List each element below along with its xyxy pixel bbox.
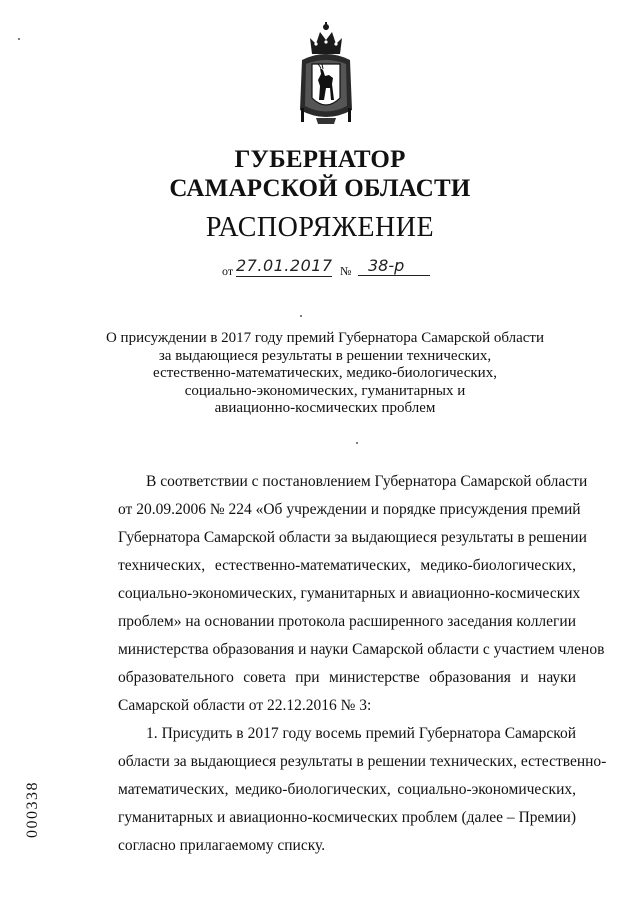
- header-region: САМАРСКОЙ ОБЛАСТИ: [169, 175, 471, 202]
- ot-label: от: [222, 264, 234, 278]
- coat-of-arms-emblem: [296, 20, 356, 132]
- header-governor: ГУБЕРНАТОР: [234, 146, 406, 173]
- body-line: математических, медико-биологических, социально-экономических,: [118, 781, 576, 798]
- document-date: 27.01.2017: [236, 256, 333, 275]
- date-number-line: [218, 255, 448, 283]
- body-line: 1. Присудить в 2017 году восемь премий Губернатора Самарской: [146, 725, 576, 742]
- document-type: РАСПОРЯЖЕНИЕ: [205, 212, 435, 243]
- title-line: О присуждении в 2017 году премий Губернатора Самарской области: [105, 330, 545, 346]
- number-sign: №: [340, 264, 352, 278]
- document-number: 38-р: [358, 256, 430, 276]
- scan-speck: [356, 442, 358, 444]
- body-line: Самарской области от 22.12.2016 № 3:: [118, 697, 372, 714]
- title-line: естественно-математических, медико-биологических,: [153, 365, 497, 381]
- body-line: социально-экономических, гуманитарных и авиационно-космических: [118, 585, 581, 602]
- body-line: Губернатора Самарской области за выдающиеся результаты в решении: [118, 529, 587, 546]
- body-line: министерства образования и науки Самарской области с участием членов: [118, 641, 605, 658]
- title-line: авиационно-космических проблем: [214, 400, 436, 416]
- body-line: образовательного совета при министерстве образования и науки: [118, 669, 576, 686]
- title-line: социально-экономических, гуманитарных и: [184, 382, 466, 399]
- body-line: технических, естественно-математических, медико-биологических,: [118, 557, 576, 574]
- body-line: от 20.09.2006 № 224 «Об учреждении и порядке присуждения премий: [118, 501, 581, 518]
- scan-speck: [18, 38, 20, 40]
- title-line: за выдающиеся результаты в решении технических,: [158, 347, 492, 364]
- serial-number: 000338: [24, 781, 41, 838]
- body-line: В соответствии с постановлением Губернатора Самарской области: [146, 473, 588, 490]
- document-body: [118, 468, 607, 860]
- body-line: гуманитарных и авиационно-космических проблем (далее – Премии): [118, 809, 576, 826]
- body-line: согласно прилагаемому списку.: [118, 837, 326, 854]
- body-line: проблем» на основании протокола расширенного заседания коллегии: [118, 613, 576, 630]
- document-title: [90, 330, 560, 418]
- scan-speck: [300, 315, 302, 317]
- body-line: области за выдающиеся результаты в решении технических, естественно-: [118, 753, 607, 770]
